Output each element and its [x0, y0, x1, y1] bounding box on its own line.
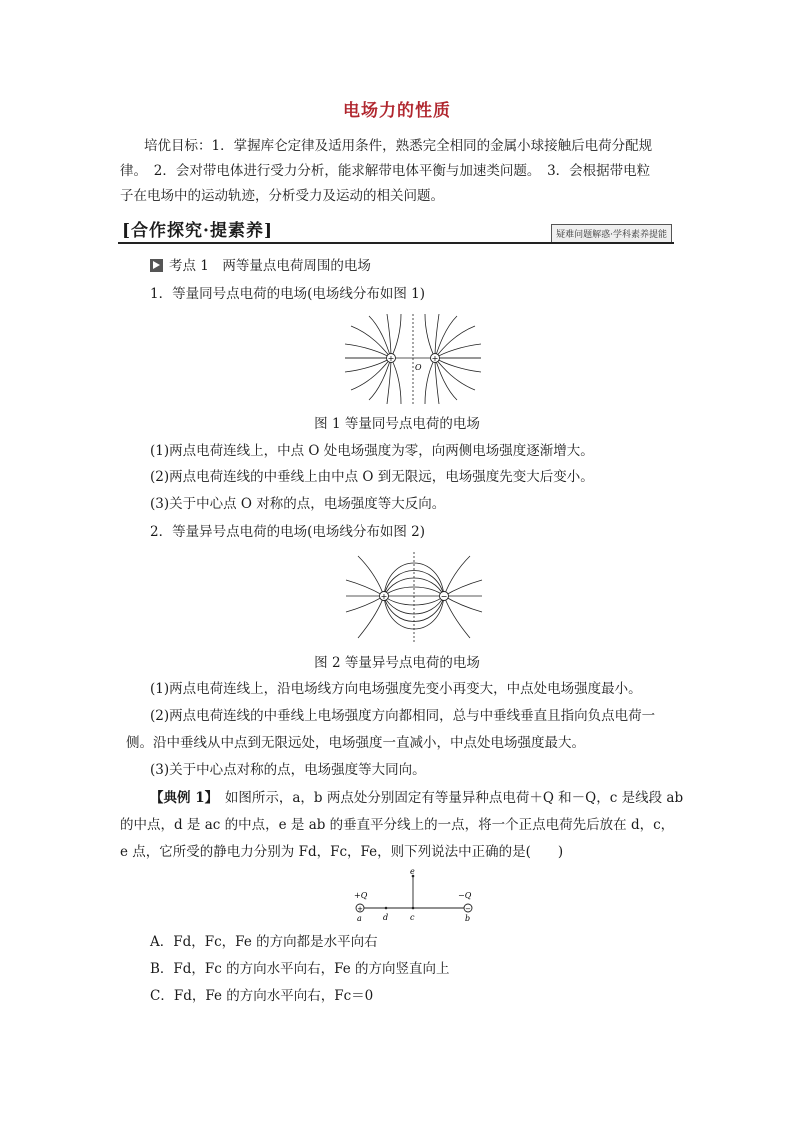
charge-sign-left: +	[387, 354, 395, 363]
point-d	[385, 907, 388, 910]
play-marker-icon	[150, 259, 163, 272]
label-minus-q: −Q	[458, 891, 472, 900]
page-title: 电场力的性质	[343, 101, 451, 121]
label-plus-q: +Q	[354, 891, 368, 900]
center-label-o: O	[415, 363, 422, 372]
pos-sign: +	[380, 592, 388, 601]
fig2-point-2a: (2)两点电荷连线的中垂线上电场强度方向都相同，总与中垂线垂直且指向负点电荷一	[150, 708, 656, 724]
label-e: e	[410, 868, 415, 876]
label-d: d	[383, 913, 389, 922]
section-tag: 疑难问题解惑·学科素养提能	[551, 224, 672, 243]
figure-1-caption: 图 1 等量同号点电荷的电场	[314, 416, 480, 432]
section-rule	[118, 242, 674, 244]
option-a: A．Fd，Fc，Fe 的方向都是水平向右	[150, 934, 378, 950]
subheading-2: 2．等量异号点电荷的电场(电场线分布如图 2)	[150, 524, 426, 540]
section-header	[118, 216, 674, 244]
label-a: a	[357, 914, 362, 923]
example-line-3: e 点，它所受的静电力分别为 Fd，Fc，Fe，则下列说法中正确的是( )	[120, 844, 564, 860]
section-title: [合作探究·提素养]	[122, 221, 274, 241]
subheading-1: 1．等量同号点电荷的电场(电场线分布如图 1)	[150, 286, 426, 302]
fig2-point-2b: 侧。沿中垂线从中点到无限远处，电场强度一直减小，中点处电场强度最大。	[126, 735, 585, 751]
option-b: B．Fd，Fc 的方向水平向右，Fe 的方向竖直向上	[150, 961, 450, 977]
figure-2-unlike-charges	[344, 550, 484, 646]
example-line-1	[150, 788, 683, 808]
goals-line-3: 子在电场中的运动轨迹，分析受力及运动的相关问题。	[120, 188, 444, 204]
charge-b-sign: −	[465, 905, 471, 913]
example-diagram	[350, 868, 480, 924]
fig2-point-3: (3)关于中心点对称的点，电场强度等大同向。	[150, 762, 426, 778]
fig1-point-2: (2)两点电荷连线的中垂线上由中点 O 到无限远，电场强度先变大后变小。	[150, 469, 594, 485]
fig1-point-1: (1)两点电荷连线上，中点 O 处电场强度为零，向两侧电场强度逐渐增大。	[150, 443, 594, 459]
example-text-1: 如图所示，a，b 两点处分别固定有等量异种点电荷＋Q 和－Q，c 是线段 ab	[211, 790, 684, 806]
fig1-point-3: (3)关于中心点 O 对称的点，电场强度等大反向。	[150, 496, 446, 512]
label-c: c	[410, 913, 415, 922]
fig2-point-1: (1)两点电荷连线上，沿电场线方向电场强度先变小再变大，中点处电场强度最小。	[150, 681, 642, 697]
example-label: 【典例 1】	[150, 790, 212, 806]
example-line-2: 的中点，d 是 ac 的中点，e 是 ab 的垂直平分线上的一点，将一个正点电荷先后放在 d，c，	[120, 817, 675, 833]
goals-line-2: 律。 2．会对带电体进行受力分析，能求解带电体平衡与加速类问题。 3．会根据带电粒	[120, 163, 651, 179]
neg-sign: −	[440, 592, 448, 601]
point-c	[412, 907, 415, 910]
label-b: b	[465, 914, 471, 923]
figure-1-like-charges	[343, 312, 483, 408]
charge-a-sign: +	[357, 905, 363, 913]
goals-line-1: 培优目标：1．掌握库仑定律及适用条件，熟悉完全相同的金属小球接触后电荷分配规	[144, 138, 653, 154]
charge-sign-right: +	[431, 354, 439, 363]
topic-heading	[150, 256, 371, 276]
option-c: C．Fd，Fe 的方向水平向右，Fc＝0	[150, 988, 374, 1004]
figure-2-caption: 图 2 等量异号点电荷的电场	[314, 655, 480, 671]
topic-heading-text: 考点 1 两等量点电荷周围的电场	[169, 258, 371, 274]
